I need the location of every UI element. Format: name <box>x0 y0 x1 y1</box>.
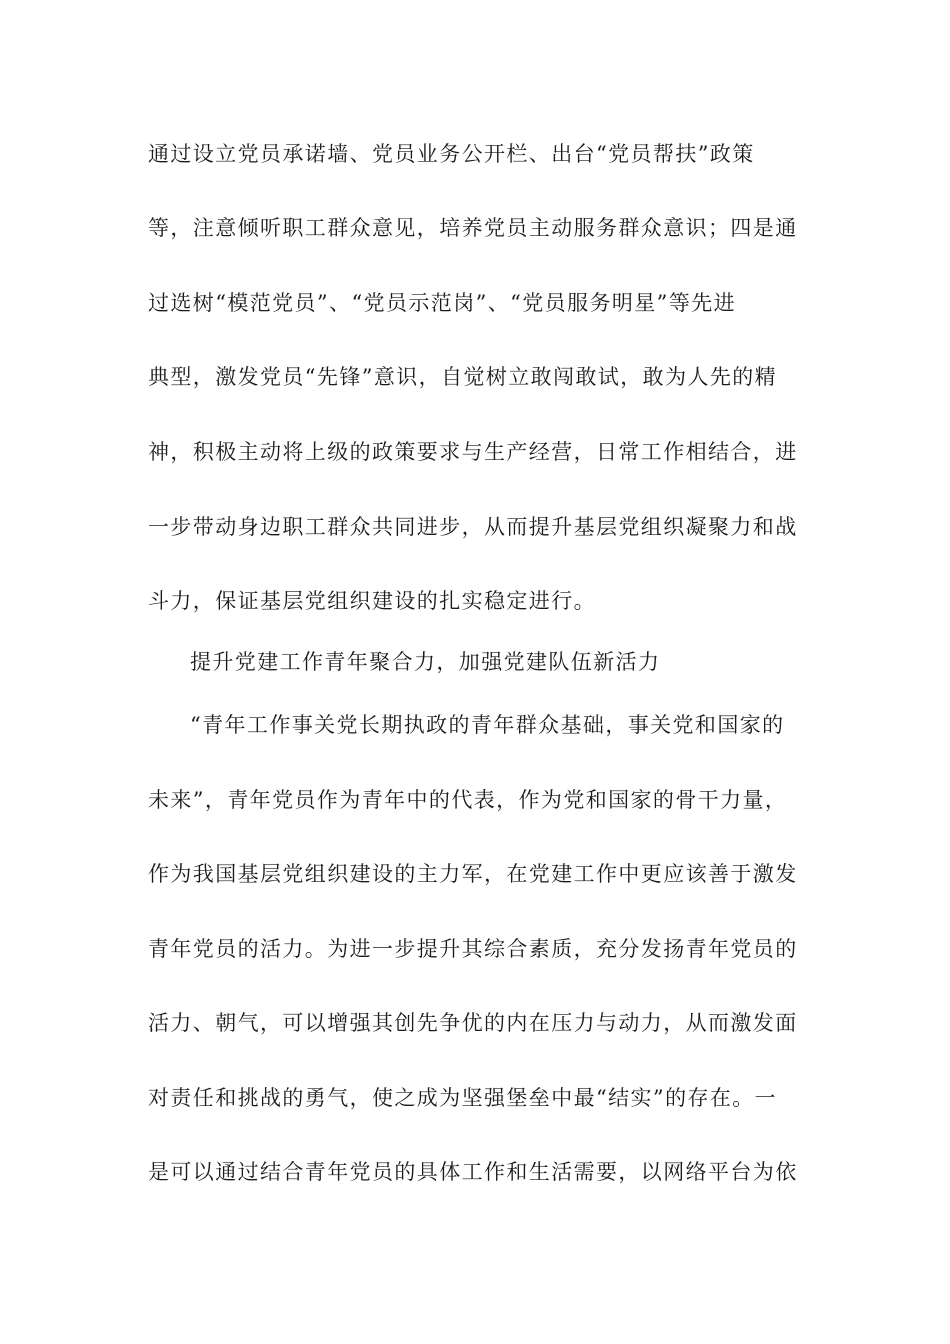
paragraph-line: 一步带动身边职工群众共同进步，从而提升基层党组织凝聚力和战 <box>148 515 798 539</box>
paragraph-line: 通过设立党员承诺墙、党员业务公开栏、出台“党员帮扶”政策 <box>148 142 755 166</box>
paragraph-line: 青年党员的活力。为进一步提升其综合素质，充分发扬青年党员的 <box>148 937 798 961</box>
paragraph-line: 作为我国基层党组织建设的主力军，在党建工作中更应该善于激发 <box>148 862 798 886</box>
section-heading: 提升党建工作青年聚合力，加强党建队伍新活力 <box>190 650 661 674</box>
paragraph-line: 是可以通过结合青年党员的具体工作和生活需要，以网络平台为依 <box>148 1160 798 1184</box>
paragraph-line: 过选树“模范党员”、“党员示范岗”、“党员服务明星”等先进 <box>148 291 737 315</box>
paragraph-line: 活力、朝气，可以增强其创先争优的内在压力与动力，从而激发面 <box>148 1011 798 1035</box>
paragraph-line: 斗力，保证基层党组织建设的扎实稳定进行。 <box>148 589 596 613</box>
paragraph-line: 对责任和挑战的勇气，使之成为坚强堡垒中最“结实”的存在。一 <box>148 1086 778 1110</box>
paragraph-line: “青年工作事关党长期执政的青年群众基础，事关党和国家的 <box>190 713 785 737</box>
paragraph-line: 等，注意倾听职工群众意见，培养党员主动服务群众意识；四是通 <box>148 216 798 240</box>
paragraph-line: 典型，激发党员“先锋”意识，自觉树立敢闯敢试，敢为人先的精 <box>148 365 778 389</box>
paragraph-line: 神，积极主动将上级的政策要求与生产经营，日常工作相结合，进 <box>148 440 798 464</box>
paragraph-line: 未来”，青年党员作为青年中的代表，作为党和国家的骨干力量， <box>148 788 788 812</box>
